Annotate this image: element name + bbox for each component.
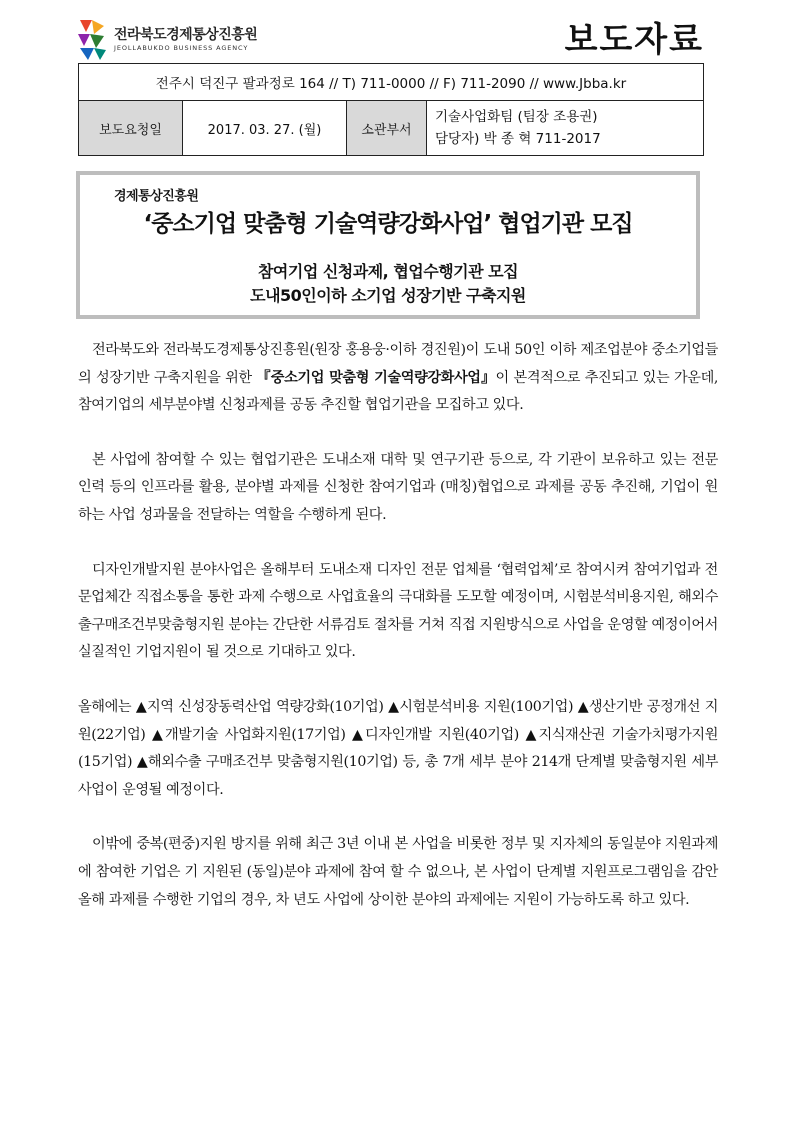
paragraph-1-intro: 전라북도와 전라북도경제통상진흥원(원장 홍용웅·이하 경진원)이 도내 50인 이하 제조업분야 중소기업들의 성장기반 구축지원을 위한 [78,342,718,386]
department-label: 소관부서 [347,101,427,156]
request-date-label: 보도요청일 [79,101,183,156]
paragraph-5: 이밖에 중복(편중)지원 방지를 위해 최근 3년 이내 본 사업을 비롯한 정부 및 지자체의 동일분야 지원과제에 참여한 기업은 기 지원된 (동일)분야 과제에 참여 할 수 없으나, 본 사업이 단계별 지원프로그램임을 감안 올해 과제를 수행한 기업의 경우, 차 년도 사업에 상이한 분야의 과제에는 지원이 가능하도록 하고 있다. [78,836,718,908]
paragraph-2: 본 사업에 참여할 수 있는 협업기관은 도내소재 대학 및 연구기관 등으로, 각 기관이 보유하고 있는 전문 인력 등의 인프라를 활용, 분야별 과제를 신청한 참여기업과 (매칭)협업으로 과제를 공동 추진해, 기업이 원하는 사업 성과물을 전달하는 역할을 수행하게 된다. [78,451,718,523]
document-type-title: 보도자료 [564,20,704,60]
contact-address: 전주시 덕진구 팔과정로 164 // T) 711-0000 // F) 711-2090 // www.Jbba.kr [79,64,704,101]
paragraph-1-rest: 이 본격적으로 추진되고 있는 가운데, 참여기업의 세부분야별 신청과제를 공동 추진할 협업기관을 모집하고 있다. [78,369,718,414]
department-contact [427,101,704,156]
department-manager: 담당자) 박 종 혁 711-2017 [435,131,601,147]
headline-org: 경제통상진흥원 [114,189,199,204]
press-info-table [78,63,704,156]
agency-subtitle: JEOLLABUKDO BUSINESS AGENCY [114,44,249,52]
headline-box [76,171,700,319]
program-name: 『중소기업 맞춤형 기술역량강화사업』 [256,369,496,386]
headline-subtitle-1: 참여기업 신청과제, 협업수행기관 모집 [257,262,519,281]
headline-subtitle-2: 도내50인이하 소기업 성장기반 구축지원 [250,286,526,305]
paragraph-3: 디자인개발지원 분야사업은 올해부터 도내소재 디자인 전문 업체를 ‘협력업체’로 참여시켜 참여기업과 전문업체간 직접소통을 통한 과제 수행으로 사업효율의 극대화를 도모할 예정이며, 시험분석비용지원, 해외수출구매조건부맞춤형지원 분야는 간단한 서류검토 절차를 거쳐 직접 지원방식으로 사업을 운영할 예정이어서 실질적인 기업지원이 될 것으로 기대하고 있다. [78,561,718,661]
department-team: 기술사업화팀 (팀장 조용권) [435,109,598,125]
paragraph-4: 올해에는 ▲지역 신성장동력산업 역량강화(10기업) ▲시험분석비용 지원(100기업) ▲생산기반 공정개선 지원(22기업) ▲개발기술 사업화지원(17기업) ▲디자인개발 지원(40기업) ▲지식재산권 기술가치평가지원(15기업) ▲해외수출 구매조건부 맞춤형지원(10기업) 등, 총 7개 세부 분야 214개 단계별 맞춤형지원 세부사업이 운영될 예정이다. [78,698,718,798]
request-date-value: 2017. 03. 27. (월) [183,101,347,156]
agency-logo [76,18,316,62]
headline-title: ‘중소기업 맞춤형 기술역량강화사업’ 협업기관 모집 [143,211,633,237]
agency-name: 전라북도경제통상진흥원 [114,27,258,43]
article-body [78,337,718,941]
paragraph-1 [78,337,718,420]
agency-logo-icon [76,18,110,62]
